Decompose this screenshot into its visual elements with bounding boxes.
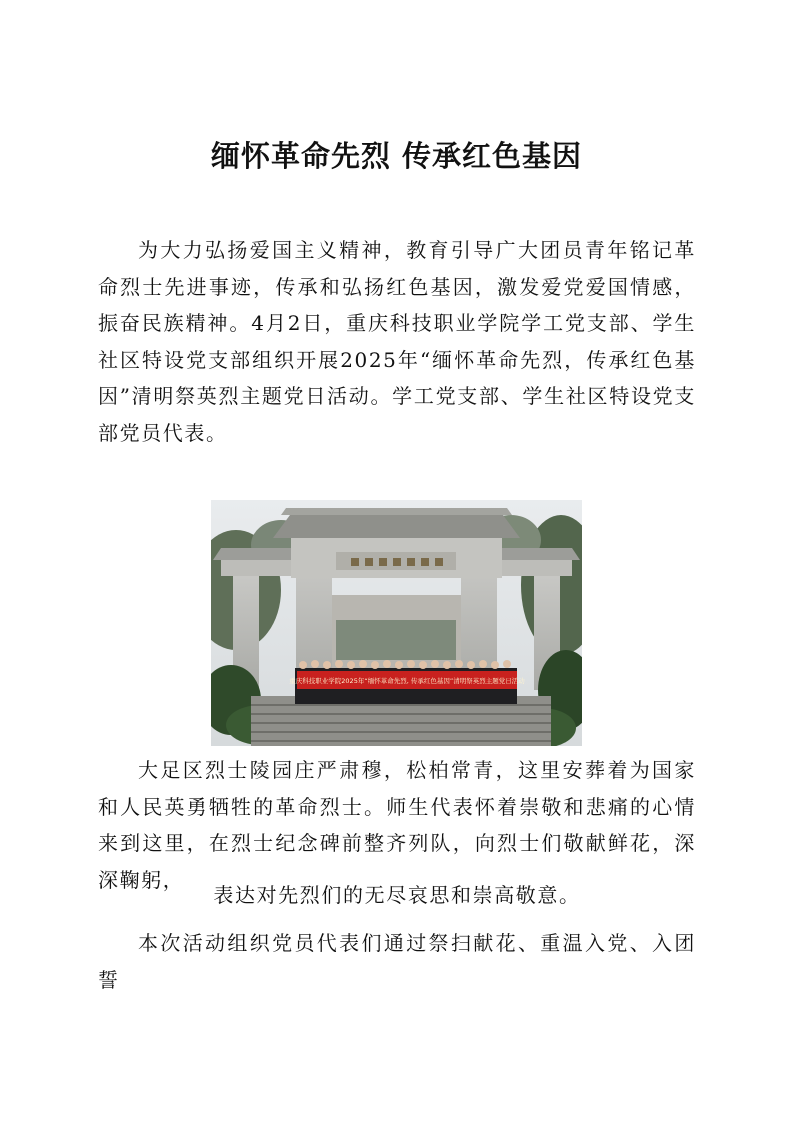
body-paragraph: 本次活动组织党员代表们通过祭扫献花、重温入党、入团誓	[98, 931, 696, 992]
body-paragraph: 为大力弘扬爱国主义精神，教育引导广大团员青年铭记革命烈士先进事迹，传承和弘扬红色基因，激发爱党爱国情感，振奋民族精神。4月2日，重庆科技职业学院学工党支部、学生社区特设党支部组织开展2025年“缅怀革命先烈，传承红色基因”清明祭英烈主题党日活动。学工党支部、学生社区特设党支部党员代表。	[98, 238, 696, 445]
banner-text: 重庆科技职业学院2025年“缅怀革命先烈, 传承红色基因”清明祭英烈主题党日活动	[289, 677, 525, 685]
page-title: 缅怀革命先烈 传承红色基因	[210, 139, 583, 173]
memorial-group-photo	[211, 500, 582, 746]
body-paragraph: 大足区烈士陵园庄严肃穆，松柏常青，这里安葬着为国家和人民英勇牺牲的革命烈士。师生代表怀着崇敬和悲痛的心情来到这里，在烈士纪念碑前整齐列队，向烈士们敬献鲜花，深深鞠躬，	[98, 758, 696, 892]
centered-line: 表达对先烈们的无尽哀思和崇高敬意。	[213, 883, 581, 907]
